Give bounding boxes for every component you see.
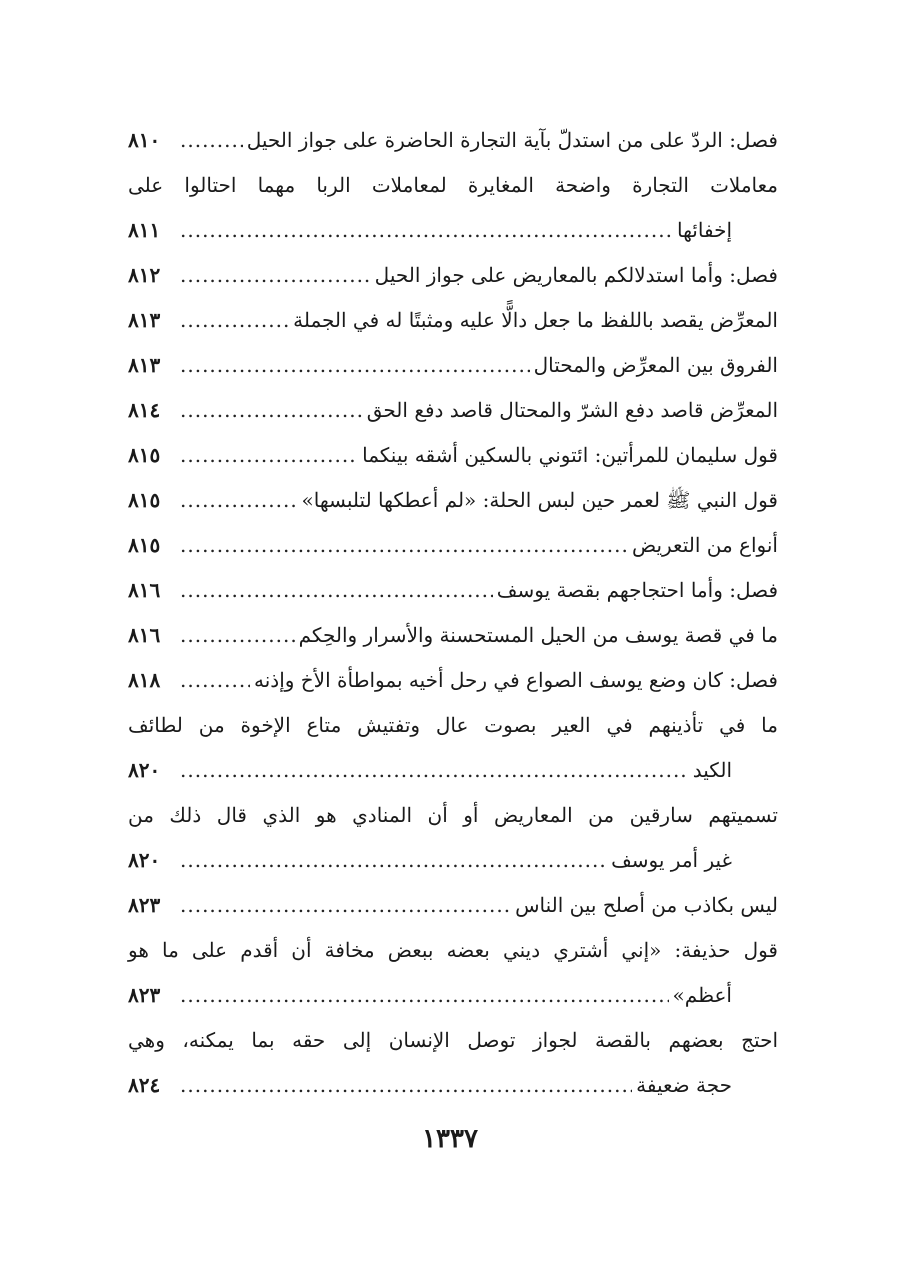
toc-entry bbox=[128, 163, 778, 253]
toc-entry bbox=[128, 478, 778, 523]
toc-entry-page: ٨٢٤ bbox=[128, 1073, 161, 1097]
toc-entry-line bbox=[128, 118, 778, 163]
dot-leader bbox=[180, 838, 607, 883]
toc-entry-page: ٨١١ bbox=[128, 218, 161, 242]
toc-entry-title: غير أمر يوسف bbox=[611, 848, 732, 872]
toc-entry-line bbox=[128, 568, 778, 613]
toc-entry-title: قول حذيفة: «إني أشتري ديني بعضه ببعض مخافة أن أقدم على ما هو bbox=[128, 938, 778, 962]
toc-entry-wrapped-line bbox=[128, 703, 778, 748]
dot-leader bbox=[180, 523, 628, 568]
dot-leader bbox=[180, 253, 371, 298]
dot-leader bbox=[180, 433, 358, 478]
toc-entry-title: فصل: كان وضع يوسف الصواع في رحل أخيه بمواطأة الأخ وإذنه bbox=[254, 668, 778, 692]
toc-entry-title: ليس بكاذب من أصلح بين الناس bbox=[515, 893, 778, 917]
toc-entry-line bbox=[128, 343, 778, 388]
toc-entry-page: ٨١٥ bbox=[128, 488, 161, 512]
toc-entry bbox=[128, 883, 778, 928]
toc-entry-line bbox=[128, 253, 778, 298]
toc-entry bbox=[128, 703, 778, 793]
toc-entry-title: فصل: وأما استدلالكم بالمعاريض على جواز الحيل bbox=[374, 263, 778, 287]
dot-leader bbox=[180, 1063, 632, 1108]
toc-entry-line bbox=[128, 523, 778, 568]
toc-entry bbox=[128, 613, 778, 658]
toc-entry-page: ٨١٥ bbox=[128, 443, 161, 467]
toc-entry-title: إخفائها bbox=[676, 218, 732, 242]
toc-entry-page: ٨١٢ bbox=[128, 263, 161, 287]
toc-entry bbox=[128, 523, 778, 568]
toc-entry-title: أعظم» bbox=[672, 983, 732, 1007]
toc-entry bbox=[128, 793, 778, 883]
toc-entry bbox=[128, 1018, 778, 1108]
toc-entry-title: الفروق بين المعرِّض والمحتال bbox=[533, 353, 778, 377]
toc-entry-wrapped-line bbox=[128, 163, 778, 208]
toc-entry-line bbox=[128, 883, 778, 928]
toc-entry-title: أنواع من التعريض bbox=[631, 533, 778, 557]
toc-entry-title: قول النبي ﷺ لعمر حين لبس الحلة: «لم أعطكها لتلبسها» bbox=[301, 488, 778, 512]
toc-entry-line bbox=[128, 658, 778, 703]
toc-entry-line bbox=[128, 298, 778, 343]
page-number: ١٣٣٧ bbox=[422, 1124, 478, 1154]
toc-entry-line bbox=[128, 748, 778, 793]
dot-leader bbox=[180, 388, 363, 433]
toc-entry-title: قول سليمان للمرأتين: ائتوني بالسكين أشقه بينكما bbox=[362, 443, 778, 467]
toc-entry-title: ما في تأذينهم في العير بصوت عال وتفتيش متاع الإخوة من لطائف bbox=[128, 713, 778, 737]
toc-entry-line bbox=[128, 838, 778, 883]
toc-entry-title: ما في قصة يوسف من الحيل المستحسنة والأسرار والحِكم bbox=[298, 623, 778, 647]
toc-entry bbox=[128, 568, 778, 613]
toc-entry bbox=[128, 658, 778, 703]
toc-entry-line bbox=[128, 388, 778, 433]
toc-entry bbox=[128, 433, 778, 478]
toc-entry-line bbox=[128, 433, 778, 478]
dot-leader bbox=[180, 973, 669, 1018]
dot-leader bbox=[180, 613, 295, 658]
dot-leader bbox=[180, 658, 250, 703]
dot-leader bbox=[180, 298, 289, 343]
toc-entry-line bbox=[128, 973, 778, 1018]
toc-entry-wrapped-line bbox=[128, 1018, 778, 1063]
toc-entry-wrapped-line bbox=[128, 928, 778, 973]
dot-leader bbox=[180, 883, 511, 928]
toc-entry-page: ٨١٠ bbox=[128, 128, 161, 152]
toc-entry bbox=[128, 343, 778, 388]
toc-entry-title: المعرِّض يقصد باللفظ ما جعل دالًّا عليه ومثبتًا له في الجملة bbox=[293, 308, 778, 332]
toc-entry-page: ٨١٦ bbox=[128, 578, 161, 602]
dot-leader bbox=[180, 478, 298, 523]
toc-entry-page: ٨٢٠ bbox=[128, 758, 161, 782]
toc-entry-line bbox=[128, 1063, 778, 1108]
dot-leader bbox=[180, 343, 530, 388]
toc-entry-line bbox=[128, 208, 778, 253]
toc-entry bbox=[128, 118, 778, 163]
toc-entry-page: ٨٢٣ bbox=[128, 983, 161, 1007]
toc-entry bbox=[128, 253, 778, 298]
toc-entry-page: ٨١٣ bbox=[128, 308, 161, 332]
toc-entry-page: ٨١٨ bbox=[128, 668, 161, 692]
toc-entry-line bbox=[128, 613, 778, 658]
toc-entry-title: فصل: الردّ على من استدلّ بآية التجارة الحاضرة على جواز الحيل bbox=[246, 128, 778, 152]
toc-entry-wrapped-line bbox=[128, 793, 778, 838]
toc-entry bbox=[128, 298, 778, 343]
toc-entry-title: تسميتهم سارقين من المعاريض أو أن المنادي هو الذي قال ذلك من bbox=[128, 803, 778, 827]
toc-entry-page: ٨١٣ bbox=[128, 353, 161, 377]
toc-entry-page: ٨١٦ bbox=[128, 623, 161, 647]
toc-entry-page: ٨١٥ bbox=[128, 533, 161, 557]
dot-leader bbox=[180, 568, 493, 613]
toc-entry-title: فصل: وأما احتجاجهم بقصة يوسف bbox=[496, 578, 778, 602]
toc-entry bbox=[128, 928, 778, 1018]
toc-entry-title: الكيد bbox=[692, 758, 732, 782]
toc-entry-page: ٨٢٠ bbox=[128, 848, 161, 872]
dot-leader bbox=[180, 208, 673, 253]
table-of-contents bbox=[128, 118, 778, 1108]
dot-leader bbox=[180, 748, 689, 793]
dot-leader bbox=[180, 118, 243, 163]
toc-entry-title: حجة ضعيفة bbox=[636, 1073, 732, 1097]
toc-entry-title: احتج بعضهم بالقصة لجواز توصل الإنسان إلى حقه بما يمكنه، وهي bbox=[128, 1028, 778, 1052]
toc-entry-page: ٨٢٣ bbox=[128, 893, 161, 917]
toc-entry-line bbox=[128, 478, 778, 523]
toc-entry-page: ٨١٤ bbox=[128, 398, 161, 422]
toc-entry bbox=[128, 388, 778, 433]
toc-entry-title: معاملات التجارة واضحة المغايرة لمعاملات الربا مهما احتالوا على bbox=[128, 173, 778, 197]
toc-entry-title: المعرِّض قاصد دفع الشرّ والمحتال قاصد دفع الحق bbox=[366, 398, 778, 422]
